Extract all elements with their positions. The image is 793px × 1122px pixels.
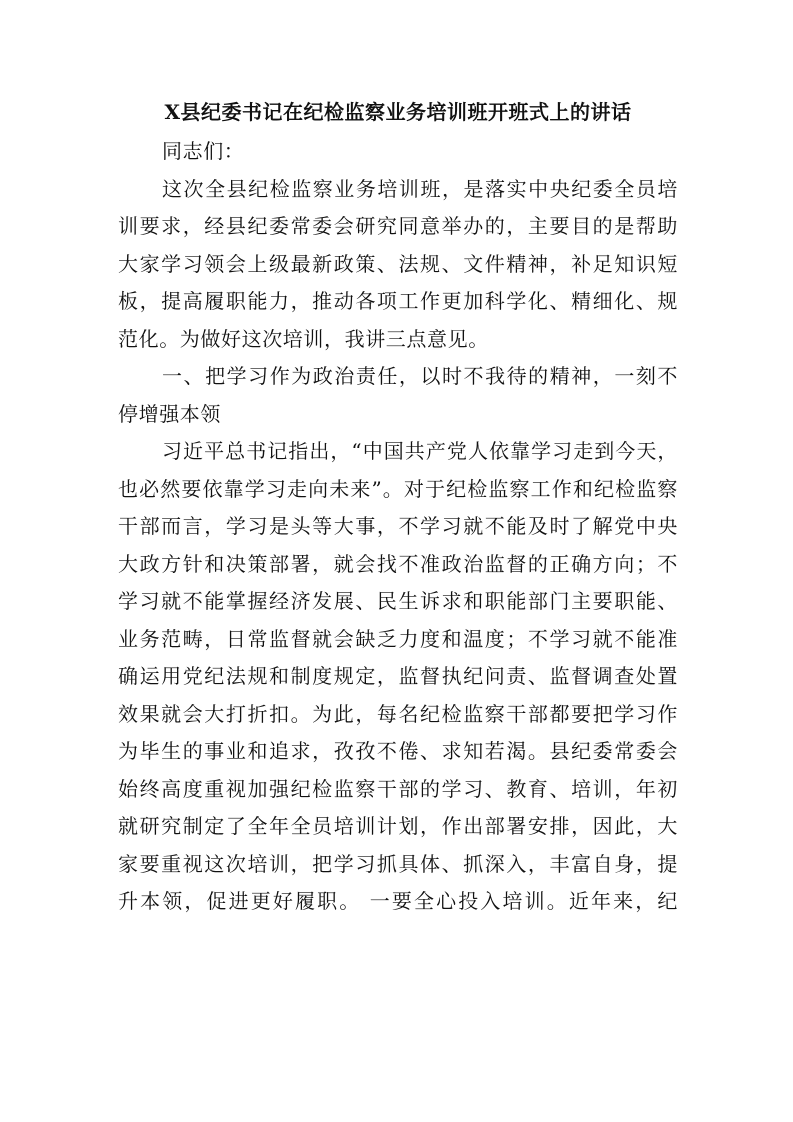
paragraph-3-line-1: 习近平总书记指出，“中国共产党人依靠学习走到今天， (162, 439, 678, 463)
paragraph-3-line-10: 始终高度重视加强纪检监察干部的学习、教育、培训，年初 (118, 776, 678, 801)
paragraph-3-line-13: 升本领，促进更好履职。 一要全心投入培训。近年来，纪 (118, 889, 678, 913)
paragraph-3-line-5: 学习就不能掌握经济发展、民生诉求和职能部门主要职能、 (118, 589, 678, 613)
document-title: X县纪委书记在纪检监察业务培训班开班式上的讲话 (164, 100, 632, 124)
paragraph-3-line-11: 就研究制定了全年全员培训计划，作出部署安排，因此，大 (118, 814, 678, 838)
paragraph-1-line-3: 大家学习领会上级最新政策、法规、文件精神，补足知识短 (118, 251, 678, 276)
paragraph-1-line-2: 训要求，经县纪委常委会研究同意举办的，主要目的是帮助 (118, 214, 678, 238)
document-body (118, 171, 678, 921)
paragraph-3-line-12: 家要重视这次培训，把学习抓具体、抓深入，丰富自身，提 (118, 851, 678, 876)
paragraph-1-line-5: 范化。为做好这次培训，我讲三点意见。 (118, 326, 489, 351)
paragraph-3-line-8: 效果就会大打折扣。为此，每名纪检监察干部都要把学习作 (118, 701, 678, 726)
paragraph-1-line-1: 这次全县纪检监察业务培训班，是落实中央纪委全员培 (162, 176, 678, 201)
paragraph-3-line-6: 业务范畴，日常监督就会缺乏力度和温度；不学习就不能准 (118, 626, 678, 651)
section-heading-line-2: 停增强本领 (118, 401, 221, 426)
paragraph-3-line-3: 干部而言，学习是头等大事，不学习就不能及时了解党中央 (118, 514, 678, 538)
section-heading-line-1: 一、把学习作为政治责任，以时不我待的精神，一刻不 (162, 364, 678, 388)
paragraph-3-line-7: 确运用党纪法规和制度规定，监督执纪问责、监督调查处置 (118, 664, 678, 688)
paragraph-3-line-9: 为毕生的事业和追求，孜孜不倦、求知若渴。县纪委常委会 (118, 739, 678, 763)
paragraph-1-line-4: 板，提高履职能力，推动各项工作更加科学化、精细化、规 (118, 289, 678, 313)
paragraph-3-line-4: 大政方针和决策部署，就会找不准政治监督的正确方向；不 (118, 551, 678, 576)
greeting-line: 同志们： (162, 139, 245, 163)
paragraph-3-line-2: 也必然要依靠学习走向未来”。对于纪检监察工作和纪检监察 (118, 476, 678, 501)
